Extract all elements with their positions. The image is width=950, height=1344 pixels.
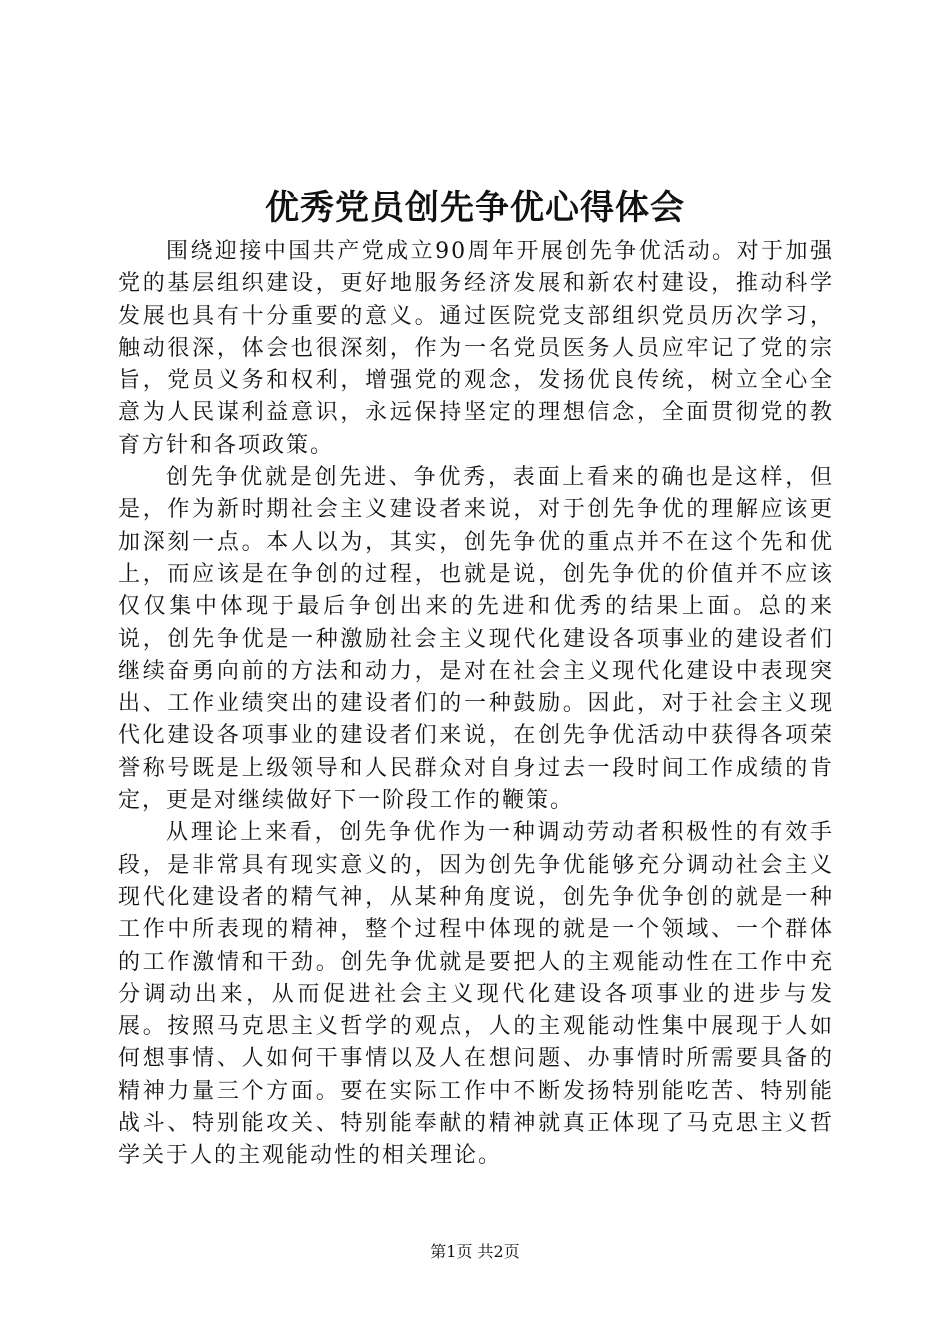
paragraph-3: 从理论上来看，创先争优作为一种调动劳动者积极性的有效手段，是非常具有现实意义的，因为创先争优能够充分调动社会主义现代化建设者的精气神，从某种角度说，创先争优争创的就是一种工作中所表现的精神，整个过程中体现的就是一个领域、一个群体的工作激情和干劲。创先争优就是要把人的主观能动性在工作中充分调动出来，从而促进社会主义现代化建设各项事业的进步与发展。按照马克思主义哲学的观点，人的主观能动性集中展现于人如何想事情、人如何干事情以及人在想问题、办事情时所需要具备的精神力量三个方面。要在实际工作中不断发扬特别能吃苦、特别能战斗、特别能攻关、特别能奉献的精神就真正体现了马克思主义哲学关于人的主观能动性的相关理论。: [118, 820, 834, 1169]
paragraph-1: 围绕迎接中国共产党成立90周年开展创先争优活动。对于加强党的基层组织建设，更好地服务经济发展和新农村建设，推动科学发展也具有十分重要的意义。通过医院党支部组织党员历次学习，触动很深，体会也很深刻，作为一名党员医务人员应牢记了党的宗旨，党员义务和权利，增强党的观念，发扬优良传统，树立全心全意为人民谋利益意识，永远保持坚定的理想信念，全面贯彻党的教育方针和各项政策。: [118, 239, 834, 458]
paragraph-2: 创先争优就是创先进、争优秀，表面上看来的确也是这样，但是，作为新时期社会主义建设者来说，对于创先争优的理解应该更加深刻一点。本人以为，其实，创先争优的重点并不在这个先和优上，而应该是在争创的过程，也就是说，创先争优的价值并不应该仅仅集中体现于最后争创出来的先进和优秀的结果上面。总的来说，创先争优是一种激励社会主义现代化建设各项事业的建设者们继续奋勇向前的方法和动力，是对在社会主义现代化建设中表现突出、工作业绩突出的建设者们的一种鼓励。因此，对于社会主义现代化建设各项事业的建设者们来说，在创先争优活动中获得各项荣誉称号既是上级领导和人民群众对自身过去一段时间工作成绩的肯定，更是对继续做好下一阶段工作的鞭策。: [118, 465, 834, 814]
document-title: 优秀党员创先争优心得体会: [265, 188, 685, 228]
page-footer: 第1页 共2页: [430, 1242, 520, 1261]
document-body: [118, 236, 834, 1173]
